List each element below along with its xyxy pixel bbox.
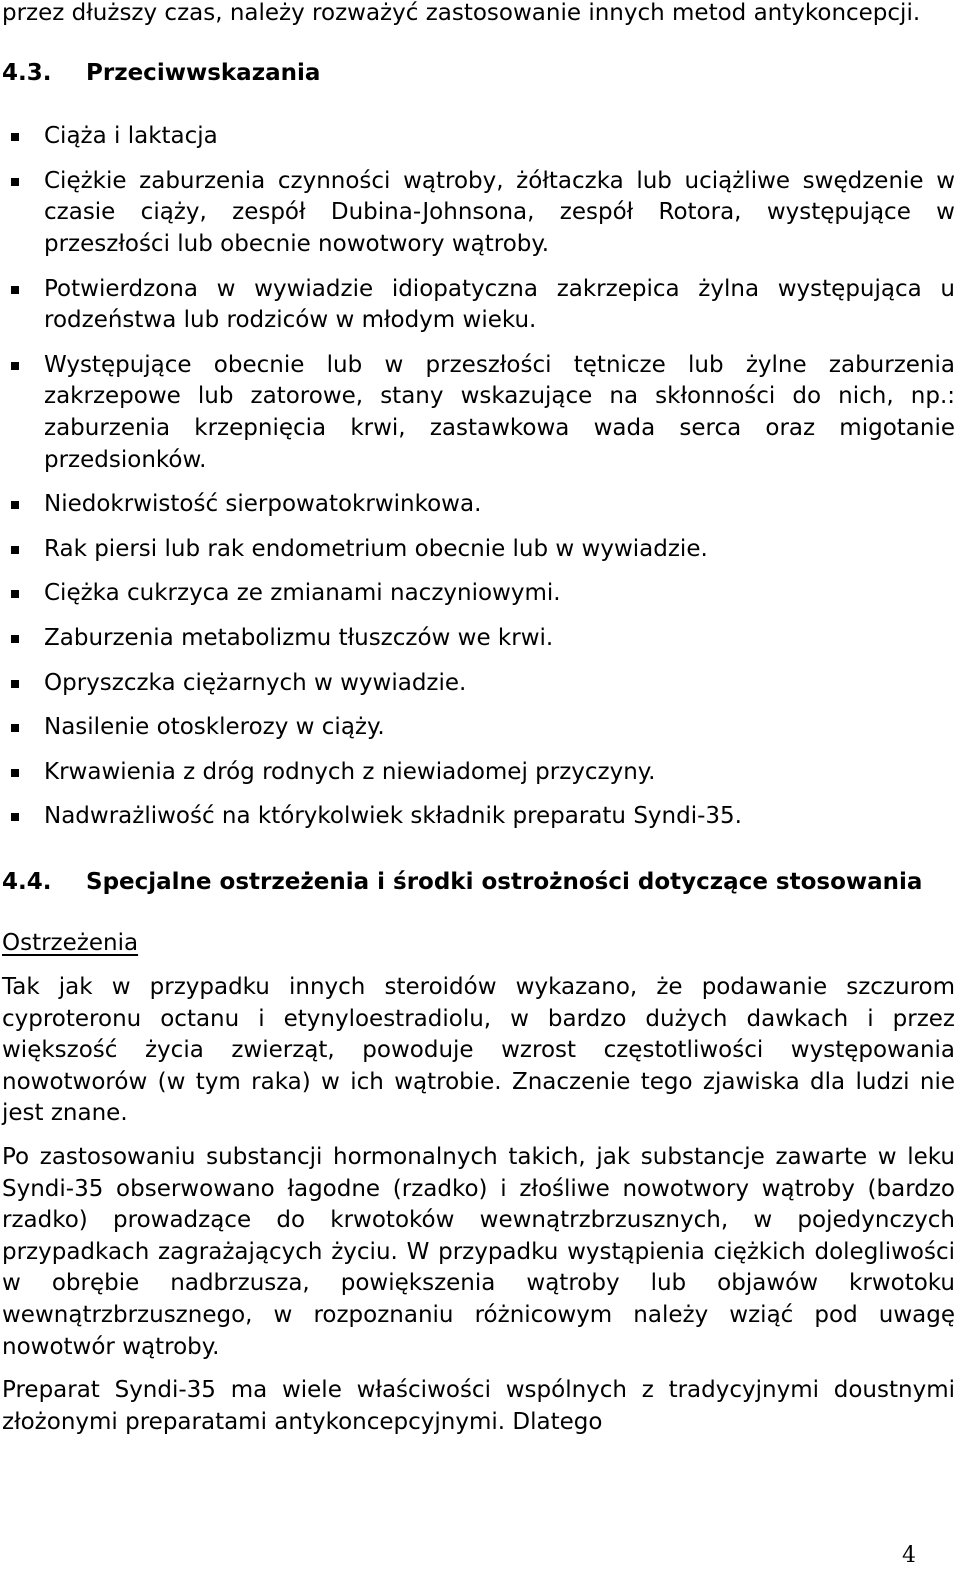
intro-paragraph: przez dłuższy czas, należy rozważyć zastosowanie innych metod antykoncepcji.: [2, 0, 921, 26]
document-page: [2, 0, 955, 1438]
contraindications-list: [2, 121, 955, 833]
body-paragraph: Tak jak w przypadku innych steroidów wykazano, że podawanie szczurom cyproteronu octanu i etynyloestradiolu, w bardzo dużych dawkach i przez większość życia zwierząt, powoduje wzrost częstotliwości występowania nowotworów (w tym raka) w ich wątrobie. Znaczenie tego zjawiska dla ludzi nie jest znane.: [2, 974, 955, 1127]
page-number: 4: [902, 1543, 916, 1568]
square-bullet-icon: [11, 362, 19, 370]
list-item: Nasilenie otosklerozy w ciąży.: [2, 712, 955, 744]
warnings-subheading: Ostrzeżenia: [2, 930, 139, 957]
body-paragraph: Preparat Syndi-35 ma wiele właściwości wspólnych z tradycyjnymi doustnymi złożonymi preparatami antykoncepcyjnymi. Dlatego: [2, 1377, 955, 1435]
square-bullet-icon: [11, 769, 19, 777]
square-bullet-icon: [11, 724, 19, 732]
list-item: Ciężkie zaburzenia czynności wątroby, żółtaczka lub uciążliwe swędzenie w czasie ciąży, zespół Dubina-Johnsona, zespół Rotora, występujące w przeszłości lub obecnie nowotwory wątroby.: [2, 166, 955, 261]
square-bullet-icon: [11, 501, 19, 509]
section-title: Specjalne ostrzeżenia i środki ostrożności dotyczące stosowania: [86, 868, 923, 895]
square-bullet-icon: [11, 546, 19, 554]
list-item: Opryszczka ciężarnych w wywiadzie.: [2, 668, 955, 700]
square-bullet-icon: [11, 680, 19, 688]
square-bullet-icon: [11, 133, 19, 141]
list-item: Potwierdzona w wywiadzie idiopatyczna zakrzepica żylna występująca u rodzeństwa lub rodziców w młodym wieku.: [2, 274, 955, 337]
list-item: Zaburzenia metabolizmu tłuszczów we krwi.: [2, 623, 955, 655]
square-bullet-icon: [11, 590, 19, 598]
list-item: Rak piersi lub rak endometrium obecnie lub w wywiadzie.: [2, 534, 955, 566]
list-item: Niedokrwistość sierpowatokrwinkowa.: [2, 489, 955, 521]
section-number: 4.3.: [2, 59, 52, 86]
section-number: 4.4.: [2, 868, 52, 895]
square-bullet-icon: [11, 286, 19, 294]
square-bullet-icon: [11, 635, 19, 643]
section-title: Przeciwwskazania: [86, 59, 321, 86]
list-item: Krwawienia z dróg rodnych z niewiadomej przyczyny.: [2, 757, 955, 789]
list-item: Nadwrażliwość na którykolwiek składnik preparatu Syndi-35.: [2, 801, 955, 833]
square-bullet-icon: [11, 178, 19, 186]
list-item: Występujące obecnie lub w przeszłości tętnicze lub żylne zaburzenia zakrzepowe lub zatorowe, stany wskazujące na skłonności do nich, np.: zaburzenia krzepnięcia krwi, zastawkowa wada serca oraz migotanie przedsionków.: [2, 350, 955, 476]
list-item: Ciężka cukrzyca ze zmianami naczyniowymi.: [2, 578, 955, 610]
square-bullet-icon: [11, 813, 19, 821]
section-4-4-heading: [2, 867, 955, 899]
body-paragraph: Po zastosowaniu substancji hormonalnych takich, jak substancje zawarte w leku Syndi-35 obserwowano łagodne (rzadko) i złośliwe nowotwory wątroby (bardzo rzadko) prowadzące do krwotoków wewnątrzbrzusznych, w pojedynczych przypadkach zagrażających życiu. W przypadku wystąpienia ciężkich dolegliwości w obrębie nadbrzusza, powiększenia wątroby lub objawów krwotoku wewnątrzbrzusznego, w rozpoznaniu różnicowym należy wziąć pod uwagę nowotwór wątroby.: [2, 1144, 955, 1360]
section-4-3-heading: [2, 58, 955, 90]
list-item: Ciąża i laktacja: [2, 121, 955, 153]
